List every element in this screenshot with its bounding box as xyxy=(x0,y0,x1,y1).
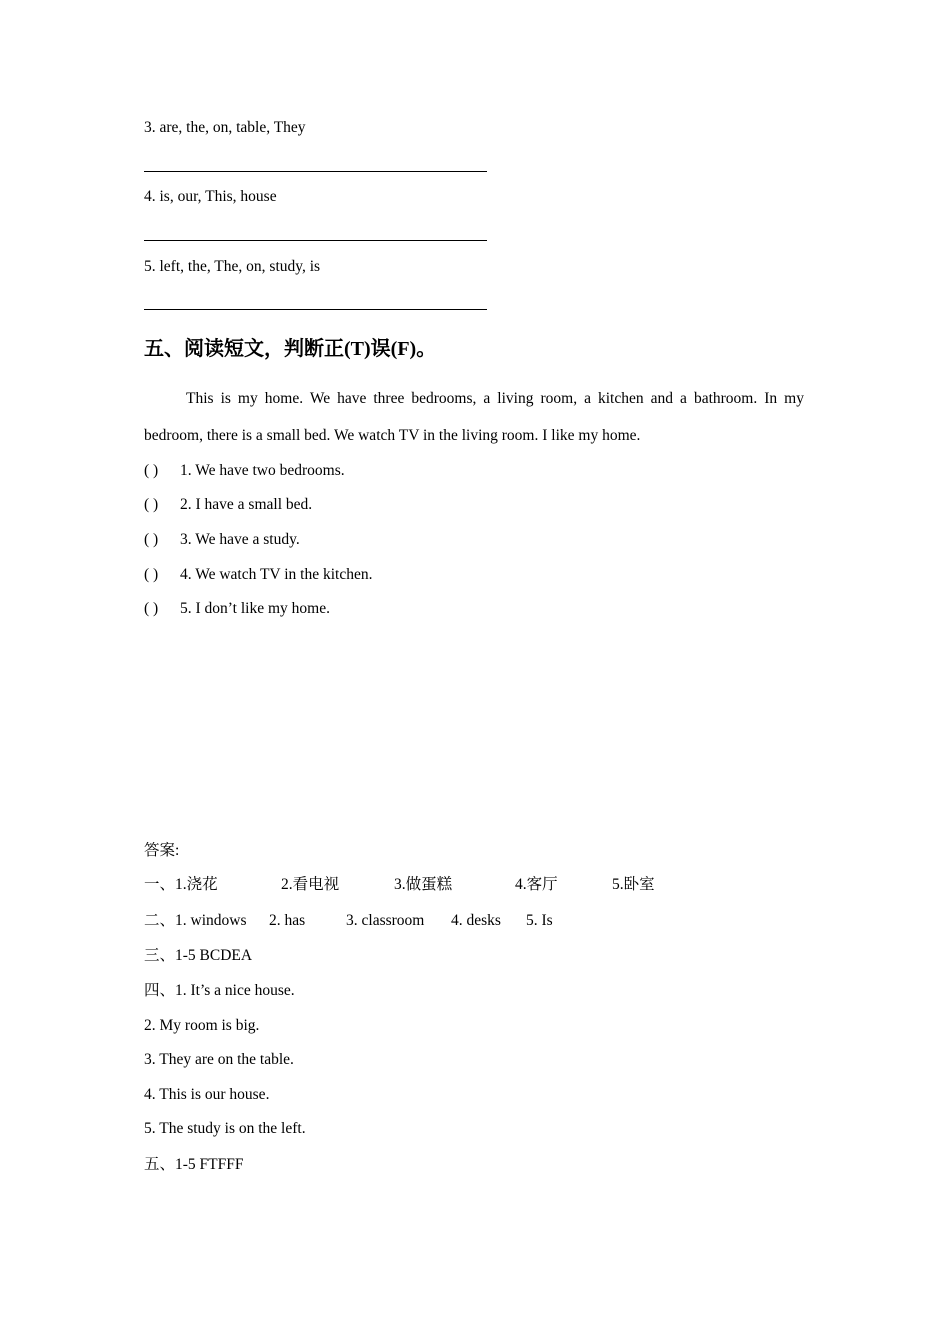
tf-question-4 xyxy=(144,567,372,583)
answer-part-4-line-3: 3. They are on the table. xyxy=(144,1051,294,1068)
answer-item: 1.浇花 xyxy=(175,876,218,893)
answer-part-2 xyxy=(144,913,553,929)
question-text: 4. We watch TV in the kitchen. xyxy=(180,566,373,583)
question-text: 3. We have a study. xyxy=(180,531,300,548)
answer-bracket: ( ) xyxy=(144,566,159,583)
question-text: 5. I don’t like my home. xyxy=(180,600,330,617)
answer-part-3: 三、1-5 BCDEA xyxy=(144,947,253,964)
tf-question-3 xyxy=(144,532,300,548)
answer-part-4-line-1: 四、1. It’s a nice house. xyxy=(144,982,295,999)
sentence-prompt-5: 5. left, the, The, on, study, is xyxy=(144,258,321,275)
question-text: 2. I have a small bed. xyxy=(180,496,313,513)
answer-part-4-line-4: 4. This is our house. xyxy=(144,1086,270,1103)
answer-item: 5.卧室 xyxy=(612,876,655,893)
answer-part-5: 五、1-5 FTFFF xyxy=(144,1156,244,1173)
answer-item: 1. windows xyxy=(175,912,247,929)
answer-bracket: ( ) xyxy=(144,496,159,513)
answer-line-4 xyxy=(144,240,487,241)
answer-prefix: 一、 xyxy=(144,876,176,893)
sentence-prompt-3: 3. are, the, on, table, They xyxy=(144,119,306,136)
answer-item: 2.看电视 xyxy=(281,876,340,893)
answer-bracket: ( ) xyxy=(144,531,159,548)
answer-part-4-line-5: 5. The study is on the left. xyxy=(144,1120,306,1137)
answer-item: 3. classroom xyxy=(346,912,425,929)
answer-line-3 xyxy=(144,171,487,172)
answer-part-4-line-2: 2. My room is big. xyxy=(144,1017,260,1034)
answer-bracket: ( ) xyxy=(144,462,159,479)
answer-part-1 xyxy=(144,877,655,893)
answer-item: 4. desks xyxy=(451,912,501,929)
answer-line-5 xyxy=(144,309,487,310)
answer-item: 4.客厅 xyxy=(515,876,558,893)
answer-item: 3.做蛋糕 xyxy=(394,876,453,893)
section-5-title: 五、阅读短文，判断正(T)误(F)。 xyxy=(144,338,437,360)
sentence-prompt-4: 4. is, our, This, house xyxy=(144,188,277,205)
answer-item: 2. has xyxy=(269,912,306,929)
tf-question-5 xyxy=(144,601,330,617)
tf-question-2 xyxy=(144,497,312,513)
answers-label: 答案: xyxy=(144,842,180,859)
answer-item: 5. Is xyxy=(526,912,553,929)
reading-passage: This is my home. We have three bedrooms, a living room, a kitchen and a bathroom. In my bedroom, there is a small bed. We watch TV in the living room. I like my home. xyxy=(144,390,804,444)
answer-prefix: 二、 xyxy=(144,912,176,929)
answer-bracket: ( ) xyxy=(144,600,159,617)
tf-question-1 xyxy=(144,463,345,479)
question-text: 1. We have two bedrooms. xyxy=(180,462,345,479)
